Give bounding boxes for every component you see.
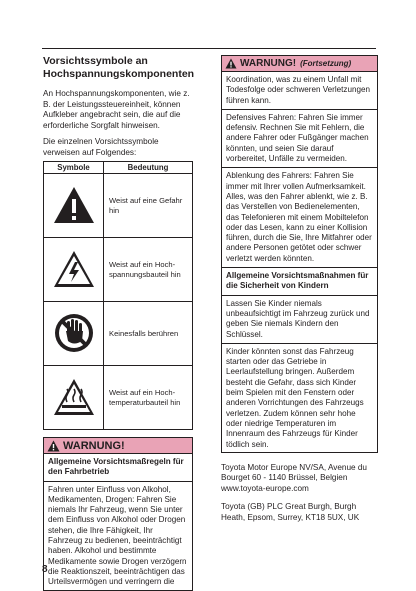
intro-paragraph: An Hochspannungskomponenten, wie z. B. der Leistungssteuereinheit, können Aufkleber angebracht sein, die auf die erforderliche Sorgfalt hinweisen. — [43, 89, 190, 130]
divider — [222, 109, 377, 110]
warning-text: Koordination, was zu einem Unfall mit Todesfolge oder schweren Verletzungen führen kann. — [226, 75, 370, 105]
table-row — [44, 366, 193, 430]
divider — [222, 267, 377, 268]
lead-paragraph: Die einzelnen Vorsichtssymbole verweisen auf Folgendes: — [43, 137, 159, 157]
warning-body — [44, 454, 192, 590]
divider — [222, 295, 377, 296]
warning-header — [222, 56, 377, 72]
warning-text: Lassen Sie Kinder niemals unbeaufsichtigt im Fahrzeug zurück und geben Sie niemals Kindern den Schlüssel. — [226, 298, 370, 339]
divider — [222, 167, 377, 168]
row-text: Weist auf eine Gefahr hin — [104, 174, 193, 238]
table-header-row — [44, 162, 193, 174]
warning-triangle-icon — [225, 58, 237, 69]
left-column — [43, 55, 193, 591]
col-meaning-header: Bedeutung — [104, 162, 193, 174]
page-number: 8 — [42, 564, 48, 575]
address-uk: Toyota (GB) PLC Great Burgh, Burgh Heath, Epsom, Surrey, KT18 5UX, UK — [221, 502, 360, 522]
table-row — [44, 174, 193, 238]
top-rule — [42, 48, 376, 49]
warning-title: WARNUNG! — [240, 58, 297, 69]
hot-surface-icon — [52, 377, 96, 417]
table-row — [44, 302, 193, 366]
general-warning-icon — [52, 185, 96, 225]
symbol-table — [43, 161, 193, 430]
high-voltage-icon — [52, 249, 96, 289]
row-text: Weist auf ein Hoch-temperaturbauteil hin — [104, 366, 193, 430]
section-heading — [43, 55, 193, 81]
divider — [44, 481, 192, 482]
warning-triangle-icon — [47, 440, 60, 452]
section-heading-line1: Vorsichtssymbole an — [43, 55, 148, 67]
divider — [222, 343, 377, 344]
warning-text: Ablenkung des Fahrers: Fahren Sie immer mit Ihrer vollen Aufmerksamkeit. Alles, was den Fahrer ablenkt, wie z. B. das Verstellen von Bedienelementen, das Telefonieren mit einem Mobiltelefon oder das Lesen, kann zu einer Kollision führen, durch die Sie, Ihre Mitfahrer oder andere Personen getötet oder schwer verletzt werden könnten. — [226, 171, 372, 263]
warning-subheading: Allgemeine Vorsichtsmaßnahmen für die Sicherheit von Kindern — [226, 271, 369, 291]
warning-continued: (Fortsetzung) — [300, 59, 352, 68]
warning-header — [44, 438, 192, 454]
warning-body — [222, 72, 377, 452]
address-europe: Toyota Motor Europe NV/SA, Avenue du Bourget 60 - 1140 Brüssel, Belgien www.toyota-europe.com — [221, 462, 367, 493]
row-text: Weist auf ein Hoch-spannungsbauteil hin — [104, 238, 193, 302]
table-row — [44, 238, 193, 302]
warning-subheading: Allgemeine Vorsichtsmaßregeln für den Fahrbetrieb — [48, 457, 184, 477]
warning-text: Kinder könnten sonst das Fahrzeug starten oder das Getriebe in Leerlaufstellung bringen. Außerdem besteht die Gefahr, dass sich Kinder beim Spielen mit den Fenstern oder anderen Vorrichtungen des Fahrzeugs verletzen. Zudem können sehr hohe oder niedrige Temperaturen im Innenraum des Fahrzeugs für Kinder tödlich sein. — [226, 346, 364, 449]
right-column — [221, 55, 378, 523]
warning-text: Defensives Fahren: Fahren Sie immer defensiv. Rechnen Sie mit Fehlern, die andere Fahrer oder Fußgänger machen könnten, und seien Sie darauf vorbereitet, Unfälle zu vermeiden. — [226, 112, 369, 164]
warning-box-right — [221, 55, 378, 453]
row-text: Keinesfalls berühren — [104, 302, 193, 366]
section-heading-line2: Hochspannungskomponenten — [43, 68, 195, 80]
warning-box-left — [43, 437, 193, 591]
warning-text: Fahren unter Einfluss von Alkohol, Medikamenten, Drogen: Fahren Sie niemals Ihr Fahrzeug, wenn Sie unter dem Einfluss von Alkohol oder Drogen stehen, die Ihre Fähigkeit, Ihr Fahrzeug zu bedienen, beeinträchtigt haben. Alkohol und bestimmte Medikamente sowie Drogen verzögern die Reaktionszeit, beeinträchtigen das Urteilsvermögen und verringern die — [48, 484, 187, 587]
no-touch-icon — [52, 311, 96, 355]
col-symbol-header: Symbole — [44, 162, 104, 174]
warning-title: WARNUNG! — [63, 439, 125, 452]
